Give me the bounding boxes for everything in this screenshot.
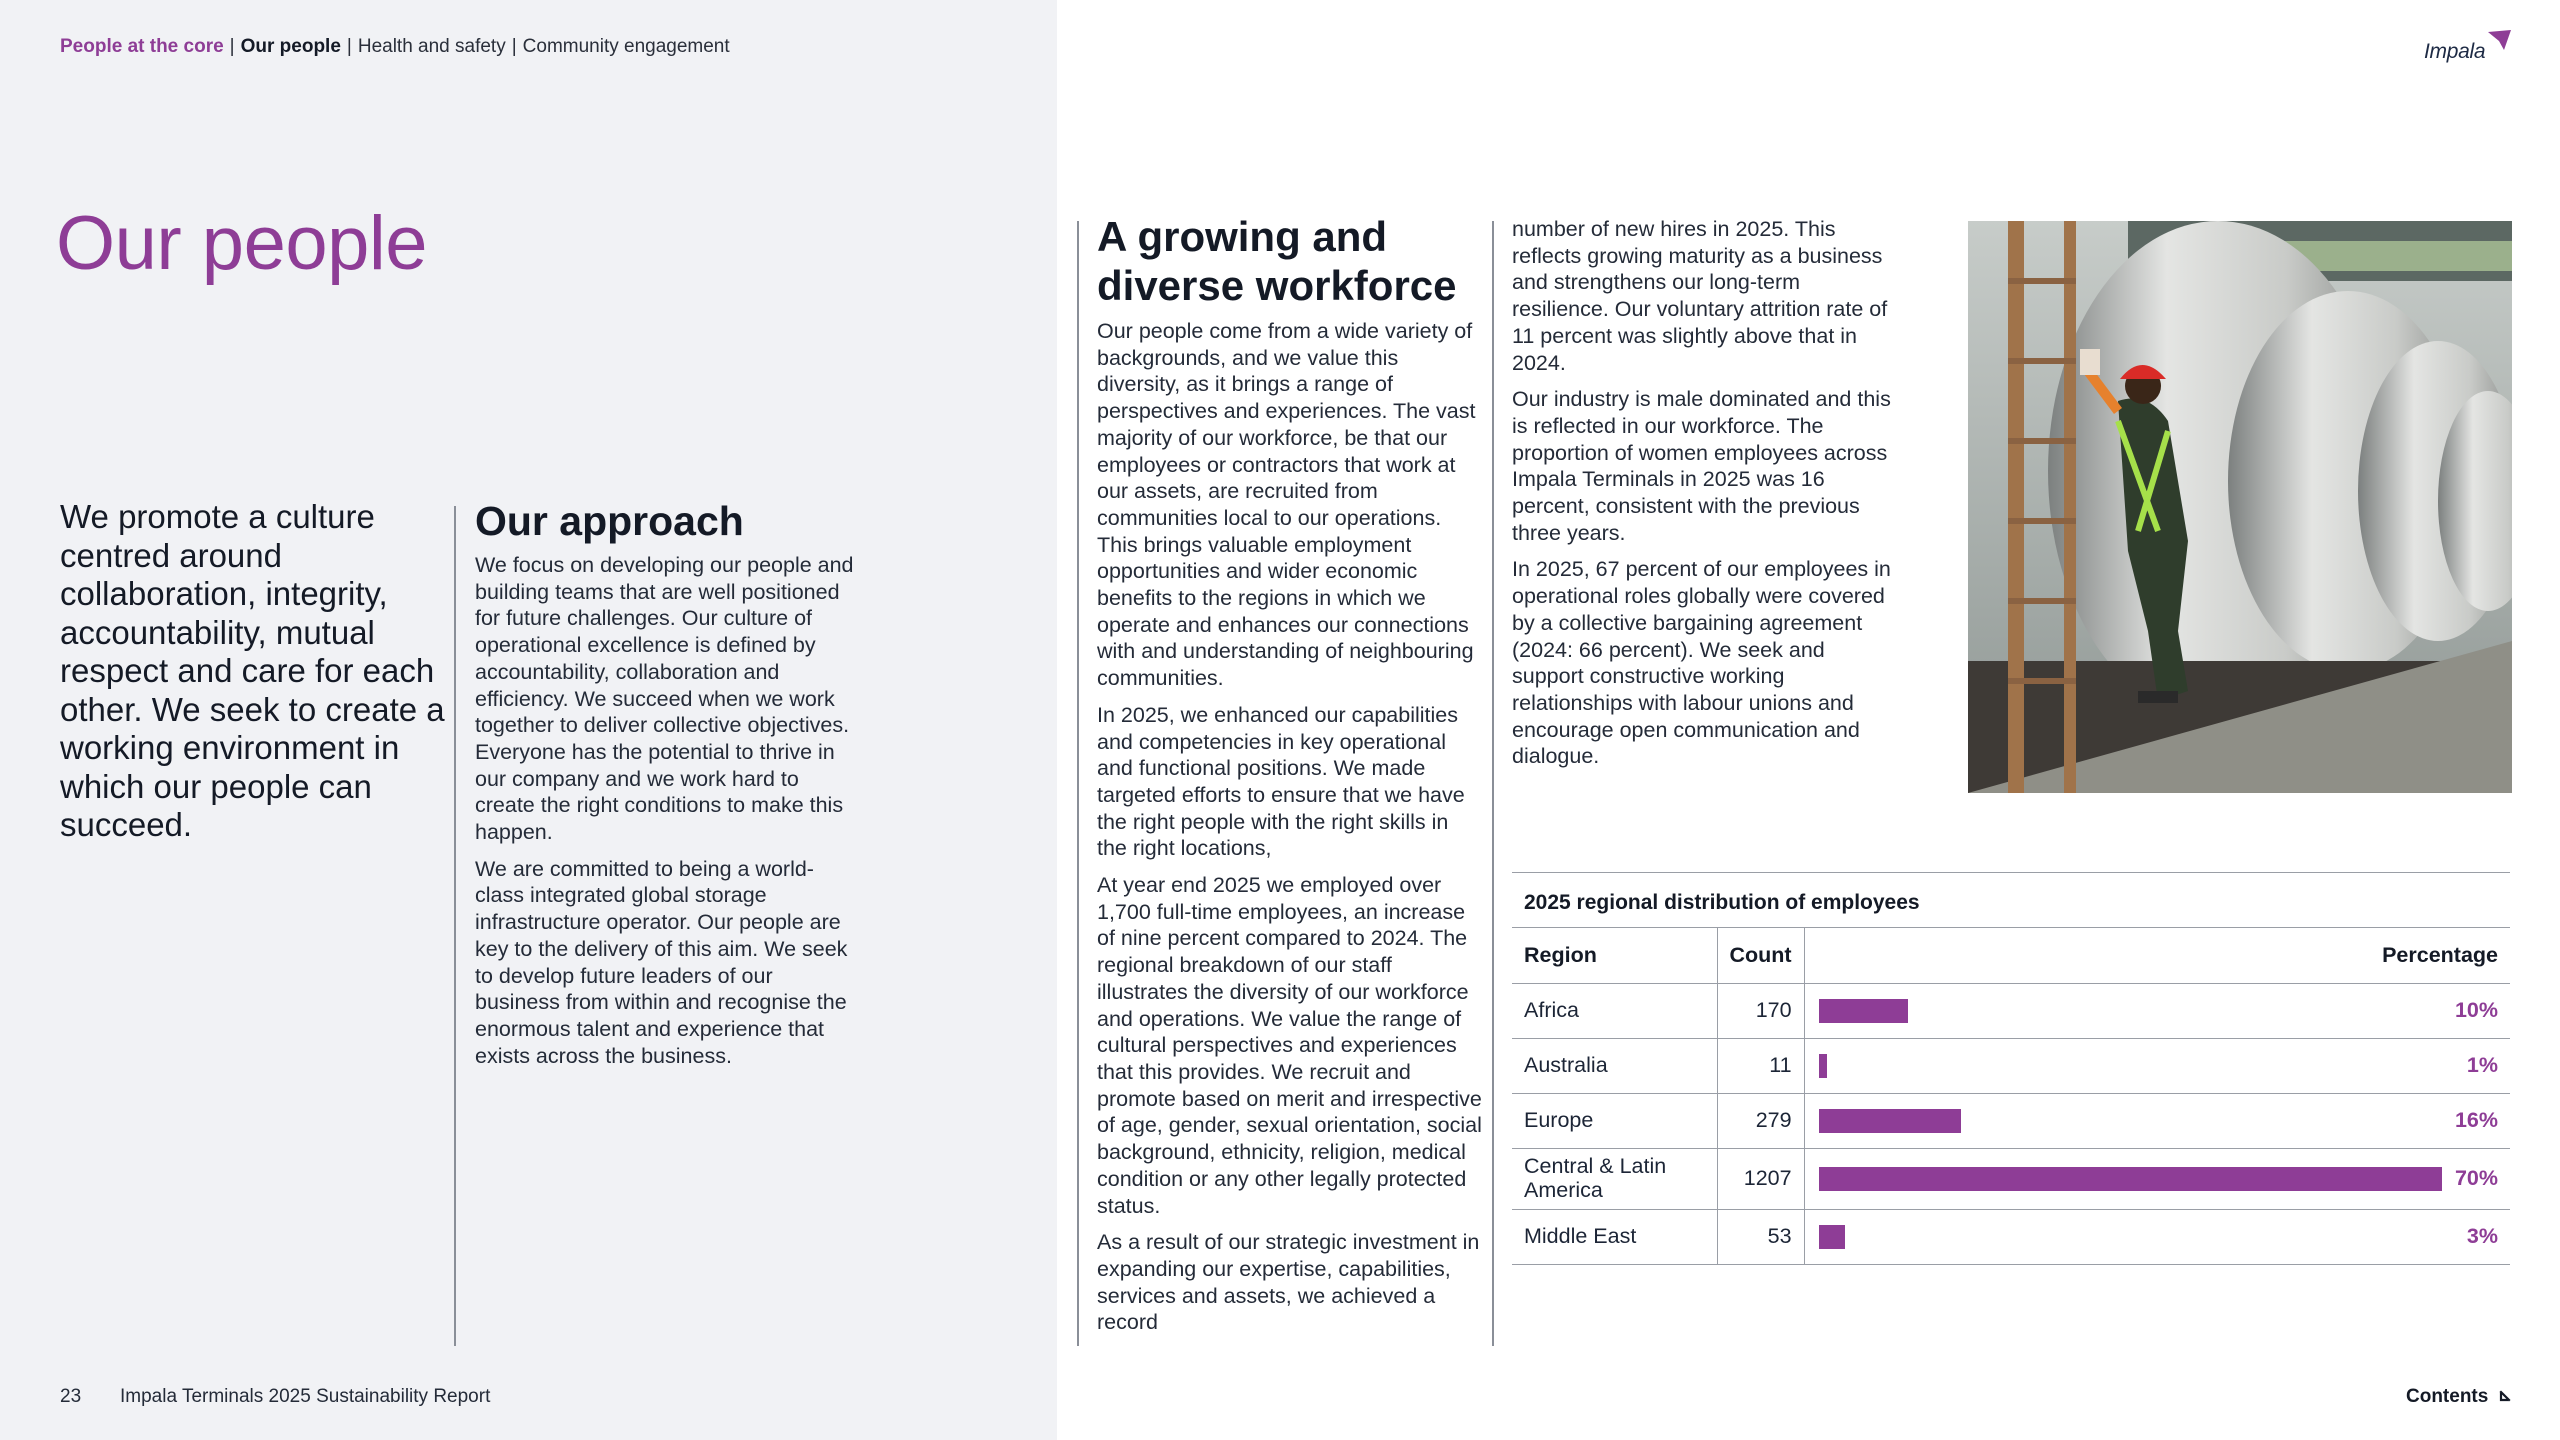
workforce-paragraph: In 2025, we enhanced our capabilities and competencies in key operational and functional positions. We made targeted efforts to ensure that we have the right people with the right skills in the right locations, — [1097, 702, 1465, 861]
arrow-up-left-icon — [2498, 1389, 2512, 1403]
percentage-cell — [1804, 983, 2510, 1038]
approach-body — [475, 552, 855, 1079]
distribution-table-grid — [1512, 928, 2510, 1265]
breadcrumb-people-at-the-core[interactable]: People at the core — [60, 36, 224, 57]
region-cell: Middle East — [1512, 1209, 1717, 1264]
percentage-label: 10% — [2454, 998, 2498, 1022]
percentage-cell — [1804, 1148, 2510, 1209]
region-cell: Africa — [1512, 983, 1717, 1038]
percentage-bar — [1819, 999, 1908, 1023]
count-cell: 279 — [1717, 1093, 1804, 1148]
breadcrumb — [60, 36, 730, 58]
continued-paragraph: Our industry is male dominated and this is reflected in our workforce. The proportion of women employees across Impala Terminals in 2025 was 16 percent, consistent with the previous three years. — [1512, 387, 1891, 545]
continued-paragraph: number of new hires in 2025. This reflects growing maturity as a business and strengthens our long-term resilience. Our voluntary attrition rate of 11 percent was slightly above that in 2024. — [1512, 217, 1888, 375]
percentage-bar — [1819, 1225, 1846, 1249]
percentage-cell — [1804, 1209, 2510, 1264]
percentage-label: 3% — [2466, 1224, 2498, 1248]
worker-on-rail-tanker-photo — [1968, 221, 2512, 793]
approach-paragraph: We focus on developing our people and building teams that are well positioned for future challenges. Our culture of operational excellence is defined by accountability, collaboration and efficiency. We succeed when we work together to deliver collective objectives. Everyone has the potential to thrive in our company and we work hard to create the right conditions to make this happen. — [475, 553, 854, 845]
breadcrumb-separator: | — [346, 36, 352, 57]
continued-paragraph: In 2025, 67 percent of our employees in operational roles globally were covered by a collective bargaining agreement (2024: 66 percent). We seek and support constructive working relationships with labour unions and encourage open communication and dialogue. — [1512, 557, 1891, 769]
report-title: Impala Terminals 2025 Sustainability Report — [120, 1386, 491, 1407]
breadcrumb-health-and-safety[interactable]: Health and safety — [357, 36, 506, 57]
region-cell: Europe — [1512, 1093, 1717, 1148]
percentage-bar — [1819, 1167, 2442, 1191]
column-divider — [1492, 221, 1494, 1346]
table-title: 2025 regional distribution of employees — [1512, 872, 2510, 928]
header-percentage: Percentage — [1804, 928, 2510, 983]
region-cell: Australia — [1512, 1038, 1717, 1093]
table-row — [1512, 983, 2510, 1038]
workforce-paragraph: Our people come from a wide variety of backgrounds, and we value this diversity, as it brings a range of perspectives and experiences. The vast majority of our workforce, be that our employees or contractors that work at our assets, are recruited from communities local to our operations. This brings valuable employment opportunities and wider economic benefits to the regions in which we operate and enhances our connections with and understanding of neighbouring communities. — [1097, 319, 1476, 691]
breadcrumb-separator: | — [229, 36, 235, 57]
header-count: Count — [1717, 928, 1804, 983]
regional-distribution-table — [1512, 872, 2510, 1265]
workforce-heading: A growing and diverse workforce — [1097, 213, 1457, 309]
workforce-paragraph: As a result of our strategic investment in expanding our expertise, capabilities, services and assets, we achieved a record — [1097, 1230, 1480, 1335]
count-cell: 170 — [1717, 983, 1804, 1038]
page-title: Our people — [56, 201, 428, 286]
impala-logo[interactable] — [2424, 30, 2514, 66]
breadcrumb-our-people[interactable]: Our people — [240, 36, 341, 57]
count-cell: 53 — [1717, 1209, 1804, 1264]
workforce-paragraph: At year end 2025 we employed over 1,700 full-time employees, an increase of nine percent compared to 2024. The regional breakdown of our staff illustrates the diversity of our workforce and operations. We value the range of cultural perspectives and experiences that this provides. We recruit and promote based on merit and irrespective of age, gender, sexual orientation, social background, ethnicity, religion, medical condition or any other legally protected status. — [1097, 873, 1482, 1218]
column-divider — [454, 506, 456, 1346]
column-divider — [1077, 221, 1079, 1346]
contents-link[interactable] — [2406, 1386, 2512, 1408]
approach-paragraph: We are committed to being a world-class integrated global storage infrastructure operator. Our people are key to the delivery of this aim. We seek to develop future leaders of our business from within and recognise the enormous talent and experience that exists across the business. — [475, 856, 848, 1068]
table-header-row — [1512, 928, 2510, 983]
percentage-cell — [1804, 1093, 2510, 1148]
region-label: Central & Latin America — [1524, 1154, 1667, 1202]
table-row — [1512, 1148, 2510, 1209]
table-row — [1512, 1209, 2510, 1264]
page-number: 23 — [60, 1386, 82, 1407]
continued-body — [1512, 216, 1902, 780]
percentage-label: 16% — [2454, 1108, 2498, 1132]
logo-text: Impala — [2424, 40, 2486, 63]
table-row — [1512, 1093, 2510, 1148]
count-cell: 11 — [1717, 1038, 1804, 1093]
workforce-body — [1097, 318, 1482, 1346]
percentage-bar — [1819, 1109, 1961, 1133]
header-region: Region — [1512, 928, 1717, 983]
percentage-cell — [1804, 1038, 2510, 1093]
intro-statement: We promote a culture centred around collaboration, integrity, accountability, mutual respect and care for each other. We seek to create a working environment in which our people can succeed. — [60, 498, 445, 843]
percentage-label: 1% — [2466, 1053, 2498, 1077]
region-cell — [1512, 1148, 1717, 1209]
breadcrumb-separator: | — [511, 36, 517, 57]
approach-heading: Our approach — [475, 498, 744, 544]
contents-label: Contents — [2406, 1386, 2489, 1407]
percentage-label: 70% — [2454, 1166, 2498, 1190]
logo-arrow-icon — [2486, 30, 2512, 52]
percentage-bar — [1819, 1054, 1828, 1078]
count-cell: 1207 — [1717, 1148, 1804, 1209]
breadcrumb-community-engagement[interactable]: Community engagement — [522, 36, 730, 57]
table-row — [1512, 1038, 2510, 1093]
